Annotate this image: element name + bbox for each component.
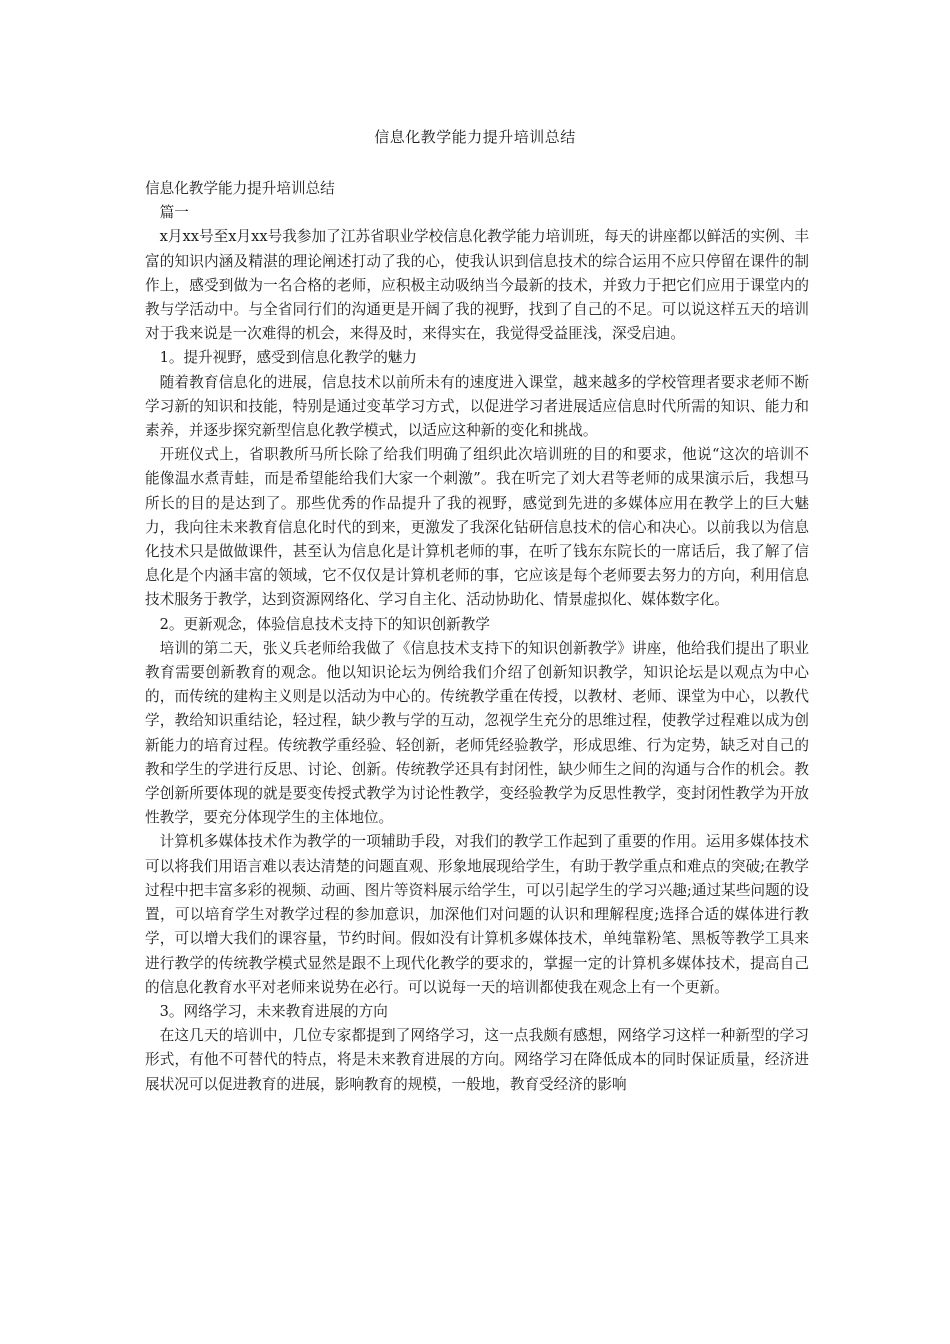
body-paragraph: x月xx号至x月xx号我参加了江苏省职业学校信息化教学能力培训班，每天的讲座都以鲜活的实例、丰富的知识内涵及精湛的理论阐述打动了我的心，使我认识到信息技术的综合运用不应只停留在课件的制作上，感受到做为一名合格的老师，应积极主动吸纳当今最新的技术，并致力于把它们应用于课堂内的教与学活动中。与全省同行们的沟通更是开阔了我的视野，找到了自己的不足。可以说这样五天的培训对于我来说是一次难得的机会，来得及时，来得实在，我觉得受益匪浅，深受启迪。 <box>145 228 809 343</box>
heading-paragraph: 1。提升视野，感受到信息化教学的魅力 <box>159 349 417 367</box>
body-paragraph: 开班仪式上，省职教所马所长除了给我们明确了组织此次培训班的目的和要求，他说“这次的培训不能像温水煮青蛙，而是希望能给我们大家一个刺激”。我在听完了刘大君等老师的成果演示后，我想马所长的目的是达到了。那些优秀的作品提升了我的视野，感觉到先进的多媒体应用在教学上的巨大魅力，我向往未来教育信息化时代的到来，更激发了我深化钻研信息技术的信心和决心。以前我以为信息化技术只是做做课件，甚至认为信息化是计算机老师的事，在听了钱东东院长的一席话后，我了解了信息化是个内涵丰富的领域，它不仅仅是计算机老师的事，它应该是每个老师要去努力的方向，利用信息技术服务于教学，达到资源网络化、学习自主化、活动协助化、情景虚拟化、媒体数字化。 <box>145 446 809 609</box>
document-body <box>145 177 809 1097</box>
body-paragraph: 培训的第二天，张义兵老师给我做了《信息技术支持下的知识创新教学》讲座，他给我们提出了职业教育需要创新教育的观念。他以知识论坛为例给我们介绍了创新知识教学，知识论坛是以观点为中心的，而传统的建构主义则是以活动为中心的。传统教学重在传授，以教材、老师、课堂为中心，以教代学，教给知识重结论，轻过程，缺少教与学的互动，忽视学生充分的思维过程，使教学过程难以成为创新能力的培育过程。传统教学重经验、轻创新，老师凭经验教学，形成思维、行为定势，缺乏对自己的教和学生的学进行反思、讨论、创新。传统教学还具有封闭性，缺少师生之间的沟通与合作的机会。教学创新所要体现的就是要变传授式教学为讨论性教学，变经验教学为反思性教学，变封闭性教学为开放性教学，要充分体现学生的主体地位。 <box>145 639 809 827</box>
heading-paragraph: 3。网络学习，未来教育进展的方向 <box>159 1002 388 1020</box>
section-label-paragraph: 篇一 <box>159 204 189 222</box>
body-paragraph: 计算机多媒体技术作为教学的一项辅助手段，对我们的教学工作起到了重要的作用。运用多媒体技术可以将我们用语言难以表达清楚的问题直观、形象地展现给学生，有助于教学重点和难点的突破;在教学过程中把丰富多彩的视频、动画、图片等资料展示给学生，可以引起学生的学习兴趣;通过某些问题的设置，可以培育学生对教学过程的参加意识，加深他们对问题的认识和理解程度;选择合适的媒体进行教学，可以增大我们的课容量，节约时间。假如没有计算机多媒体技术，单纯靠粉笔、黑板等教学工具来进行教学的传统教学模式显然是跟不上现代化教学的要求的，掌握一定的计算机多媒体技术，提高自己的信息化教育水平对老师来说势在必行。可以说每一天的培训都使我在观念上有一个更新。 <box>145 833 809 996</box>
subtitle-paragraph: 信息化教学能力提升培训总结 <box>145 180 335 197</box>
body-paragraph: 在这几天的培训中，几位专家都提到了网络学习，这一点我颇有感想，网络学习这样一种新型的学习形式，有他不可替代的特点，将是未来教育进展的方向。网络学习在降低成本的同时保证质量，经济进展状况可以促进教育的进展，影响教育的规模，一般地，教育受经济的影响 <box>145 1027 809 1093</box>
body-paragraph: 随着教育信息化的进展，信息技术以前所未有的速度进入课堂，越来越多的学校管理者要求老师不断学习新的知识和技能，特别是通过变革学习方式，以促进学习者进展适应信息时代所需的知识、能力和素养，并逐步探究新型信息化教学模式，以适应这种新的变化和挑战。 <box>145 373 809 440</box>
heading-paragraph: 2。更新观念，体验信息技术支持下的知识创新教学 <box>159 615 490 633</box>
document-title: 信息化教学能力提升培训总结 <box>374 128 576 146</box>
